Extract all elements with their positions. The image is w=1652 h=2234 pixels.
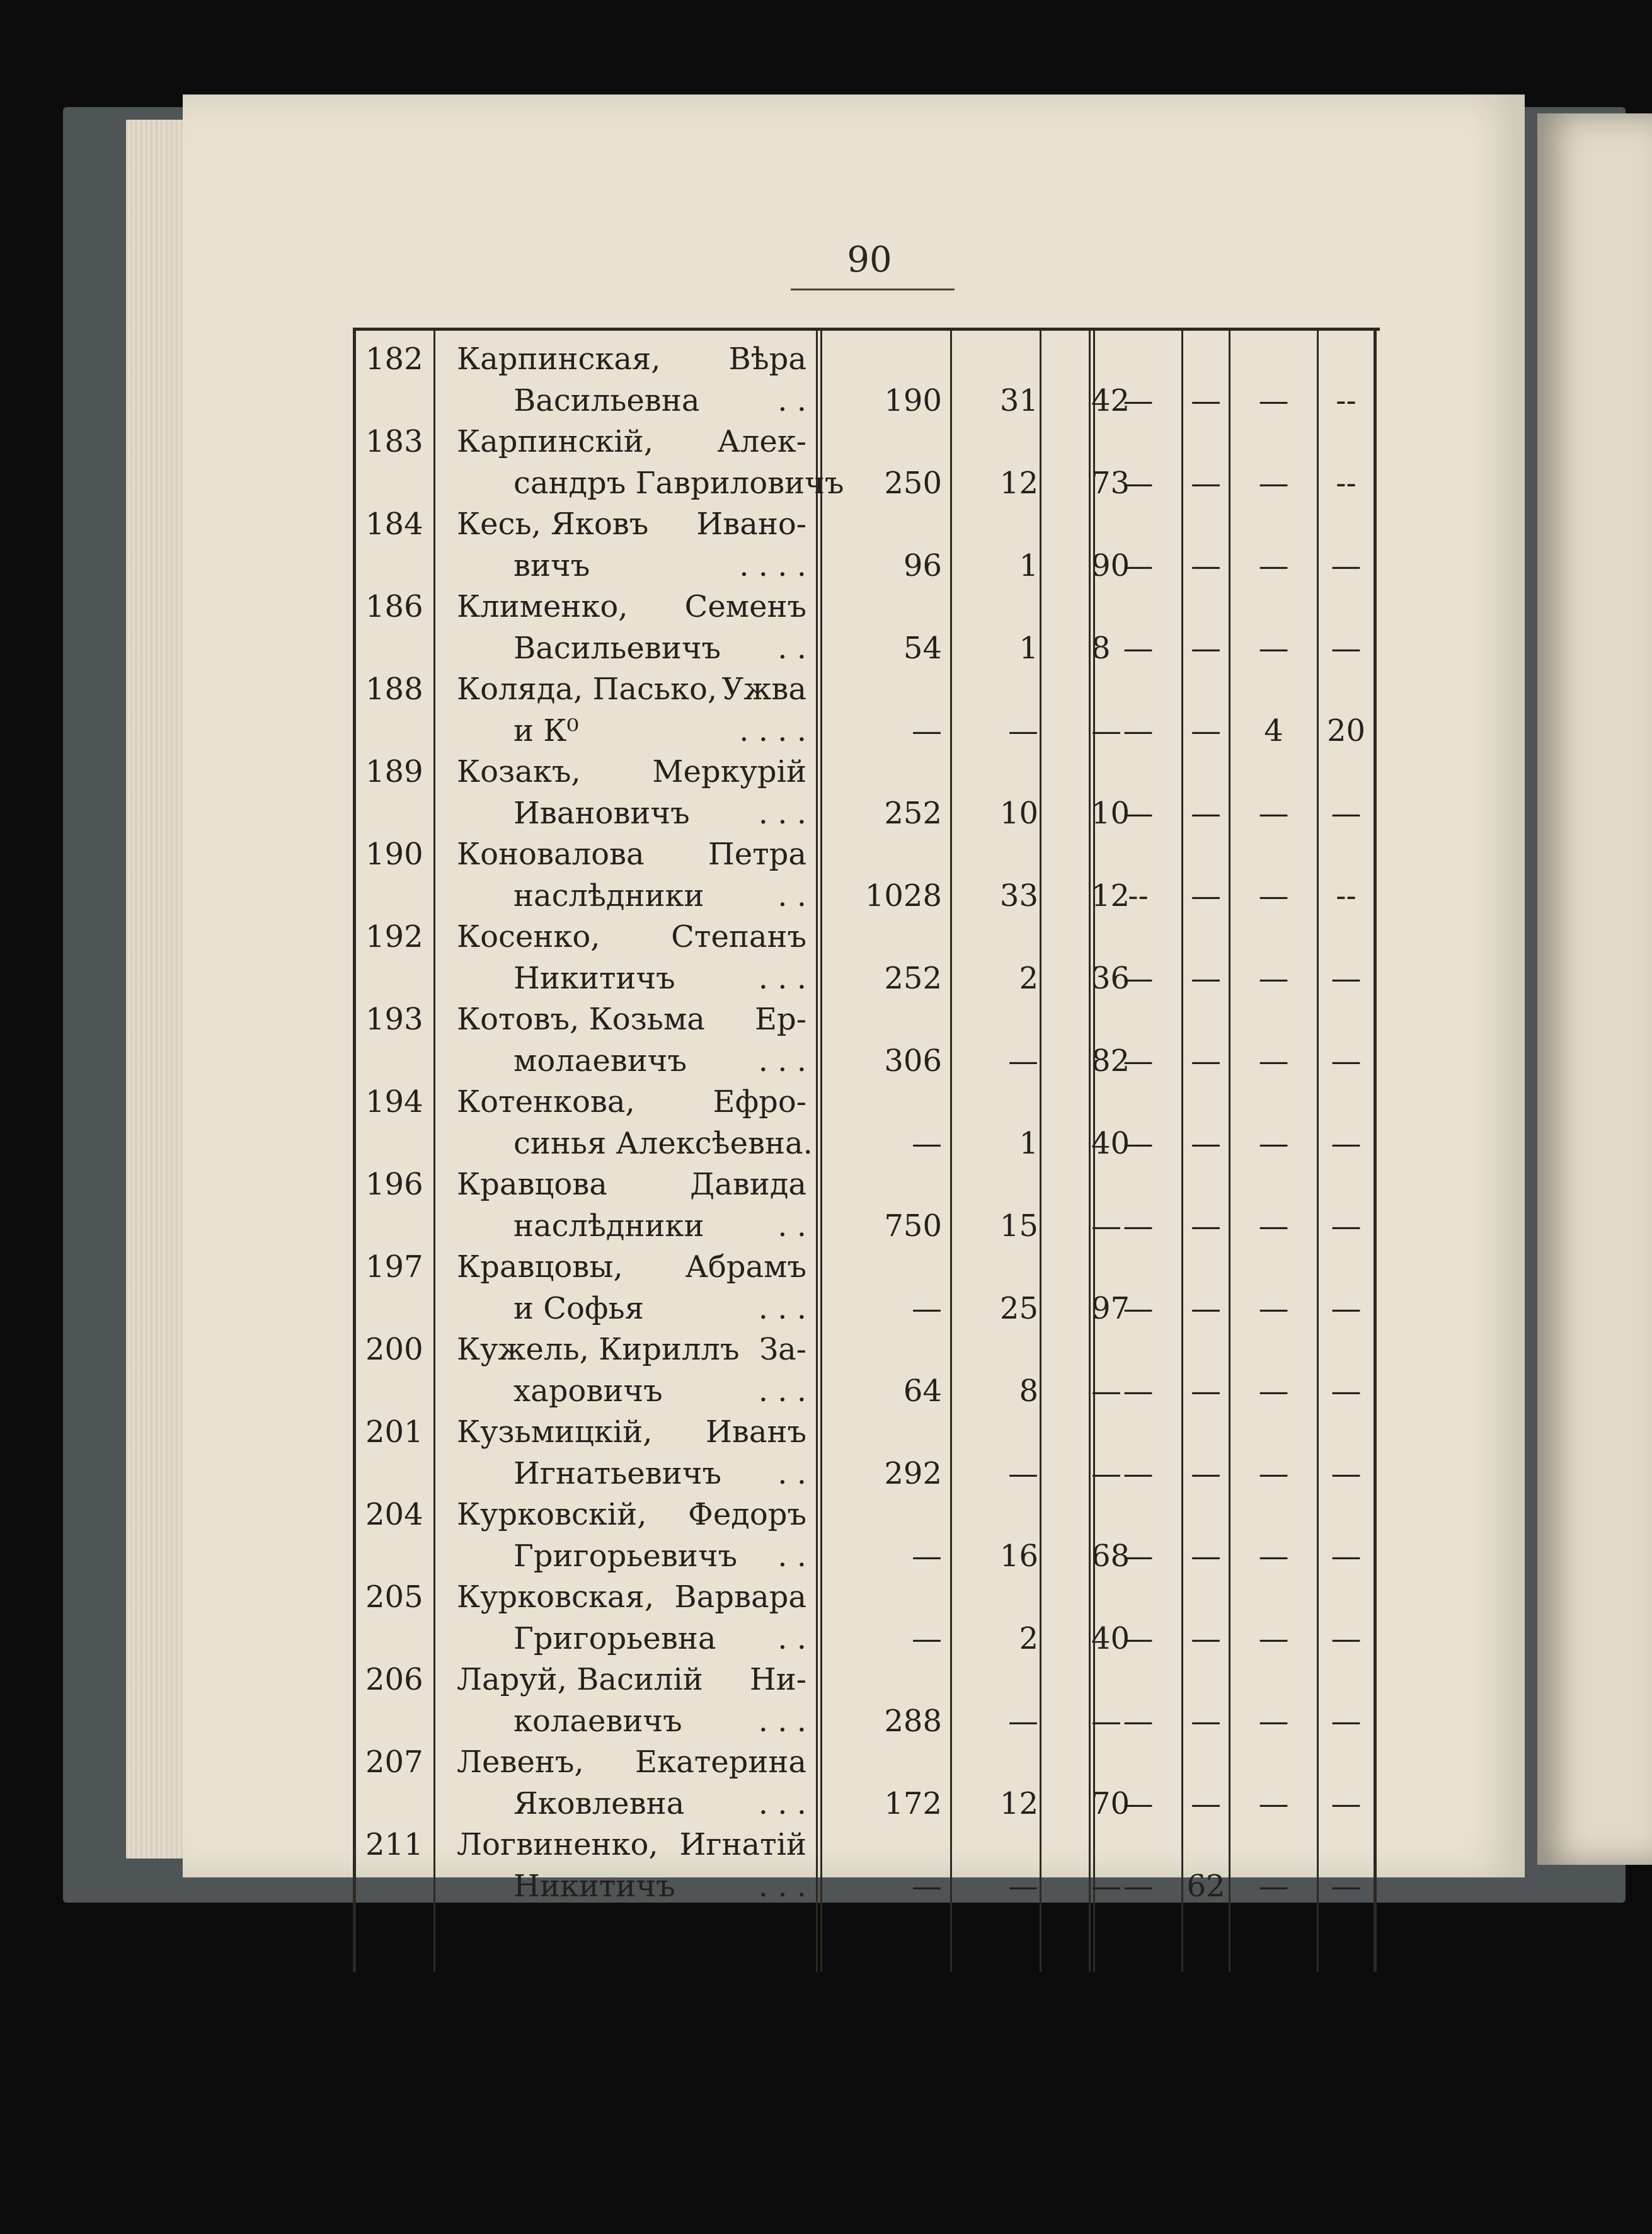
entry-number: 184 xyxy=(365,507,423,542)
value-col-2: — xyxy=(1008,713,1038,748)
value-col-6: 4 xyxy=(1264,713,1283,748)
value-col-6: — xyxy=(1258,1208,1289,1244)
name-line-1: Козакъ, xyxy=(457,754,581,789)
value-col-6: — xyxy=(1258,961,1289,996)
table-row xyxy=(353,1743,1380,1826)
page-number-rule xyxy=(791,289,955,290)
table-row xyxy=(353,1166,1380,1248)
name-line-1: Карпинскій, xyxy=(457,424,653,459)
name-line-2: наслѣдники xyxy=(513,1208,704,1244)
name-line-2: и Софья xyxy=(513,1291,644,1326)
value-col-3: 12 xyxy=(1091,878,1130,914)
value-col-1: 1028 xyxy=(864,878,942,914)
value-col-2: 2 xyxy=(1019,1621,1038,1656)
entry-number: 193 xyxy=(365,1002,423,1037)
value-col-5: — xyxy=(1191,548,1221,583)
leader-dots: . . . . xyxy=(739,548,806,583)
value-col-6: — xyxy=(1258,1704,1289,1739)
name-line-1: Кесь, Яковъ xyxy=(457,507,649,542)
name-line-1: Коновалова xyxy=(457,837,645,872)
leader-dots: . . xyxy=(777,631,806,666)
value-col-5: — xyxy=(1191,1208,1221,1244)
leader-dots: . . xyxy=(777,1208,806,1244)
name-line-1-end: Меркурій xyxy=(652,754,806,789)
value-col-1: — xyxy=(912,1538,942,1574)
value-col-5: — xyxy=(1191,466,1221,501)
value-col-4: — xyxy=(1123,1373,1154,1409)
value-col-1: 306 xyxy=(884,1043,942,1079)
value-col-7: — xyxy=(1331,548,1362,583)
value-col-4: — xyxy=(1123,1126,1154,1161)
table-top-rule xyxy=(353,328,1380,331)
value-col-5: — xyxy=(1191,1704,1221,1739)
value-col-7: — xyxy=(1331,1126,1362,1161)
name-line-2: и К⁰ xyxy=(513,713,579,748)
value-col-2: 1 xyxy=(1019,548,1038,583)
table-row xyxy=(353,1248,1380,1331)
value-col-4: — xyxy=(1123,548,1154,583)
value-col-4: — xyxy=(1123,1704,1154,1739)
value-col-2: — xyxy=(1008,1456,1038,1491)
name-line-2: Васильевна xyxy=(513,383,700,418)
value-col-1: 190 xyxy=(884,383,942,418)
value-col-7: — xyxy=(1331,1373,1362,1409)
leader-dots: . . xyxy=(777,1538,806,1574)
value-col-5: — xyxy=(1191,1538,1221,1574)
entry-number: 205 xyxy=(365,1579,423,1615)
name-line-2: Ивановичъ xyxy=(513,796,690,831)
name-line-2: Григорьевна xyxy=(513,1621,716,1656)
value-col-5: — xyxy=(1191,796,1221,831)
value-col-2: 15 xyxy=(999,1208,1038,1244)
entry-number: 204 xyxy=(365,1497,423,1532)
leader-dots: . . xyxy=(777,1621,806,1656)
entry-number: 200 xyxy=(365,1332,423,1367)
value-col-5: — xyxy=(1191,1291,1221,1326)
entry-number: 207 xyxy=(365,1744,423,1780)
name-line-1: Кужель, Кириллъ xyxy=(457,1332,740,1367)
value-col-3: 68 xyxy=(1091,1538,1130,1574)
value-col-2: 12 xyxy=(999,466,1038,501)
name-line-1-end: Давида xyxy=(690,1167,806,1202)
name-line-1-end: Варвара xyxy=(674,1579,806,1615)
table-row xyxy=(353,1000,1380,1083)
value-col-5: — xyxy=(1191,631,1221,666)
name-line-1-end: Ужва xyxy=(721,672,806,707)
table-row xyxy=(353,1496,1380,1578)
value-col-7: -- xyxy=(1336,466,1357,501)
name-line-1: Ларуй, Василій xyxy=(457,1662,703,1697)
table-row xyxy=(353,1578,1380,1661)
value-col-3: — xyxy=(1091,1208,1121,1244)
value-col-2: 31 xyxy=(999,383,1038,418)
value-col-4: — xyxy=(1123,1043,1154,1079)
value-col-5: — xyxy=(1191,1373,1221,1409)
value-col-2: 1 xyxy=(1019,631,1038,666)
value-col-7: — xyxy=(1331,1704,1362,1739)
page-number: 90 xyxy=(847,239,892,280)
table-row xyxy=(353,1331,1380,1413)
name-line-1-end: Федоръ xyxy=(688,1497,806,1532)
value-col-1: — xyxy=(912,1621,942,1656)
value-col-3: 10 xyxy=(1091,796,1130,831)
value-col-6: — xyxy=(1258,466,1289,501)
entry-number: 192 xyxy=(365,919,423,954)
entry-number: 189 xyxy=(365,754,423,789)
name-line-1-end: Петра xyxy=(708,837,806,872)
name-line-1-end: Екатерина xyxy=(635,1744,806,1780)
value-col-7: — xyxy=(1331,631,1362,666)
value-col-7: — xyxy=(1331,1208,1362,1244)
value-col-5: — xyxy=(1191,1621,1221,1656)
name-line-2: вичъ xyxy=(513,548,590,583)
value-col-7: — xyxy=(1331,1621,1362,1656)
table-row xyxy=(353,753,1380,835)
value-col-4: — xyxy=(1123,1538,1154,1574)
value-col-2: 25 xyxy=(999,1291,1038,1326)
value-col-1: — xyxy=(912,1291,942,1326)
entry-number: 182 xyxy=(365,341,423,377)
value-col-1: — xyxy=(912,1126,942,1161)
entry-number: 186 xyxy=(365,589,423,624)
value-col-7: — xyxy=(1331,1869,1362,1904)
name-line-1: Котовъ, Козьма xyxy=(457,1002,705,1037)
value-col-4: — xyxy=(1123,1208,1154,1244)
value-col-1: 288 xyxy=(884,1704,942,1739)
value-col-7: — xyxy=(1331,1538,1362,1574)
value-col-1: 252 xyxy=(884,961,942,996)
value-col-4: — xyxy=(1123,961,1154,996)
entry-number: 190 xyxy=(365,837,423,872)
value-col-3: — xyxy=(1091,1704,1121,1739)
value-col-6: — xyxy=(1258,1538,1289,1574)
table-row xyxy=(353,1083,1380,1166)
name-line-1-end: Иванъ xyxy=(705,1414,806,1450)
value-col-4: — xyxy=(1123,713,1154,748)
value-col-1: — xyxy=(912,1869,942,1904)
leader-dots: . . . xyxy=(758,1786,806,1821)
value-col-6: — xyxy=(1258,1126,1289,1161)
name-line-2: Яковлевна xyxy=(513,1786,685,1821)
leader-dots: . . . xyxy=(758,1373,806,1409)
table-row xyxy=(353,835,1380,918)
value-col-6: — xyxy=(1258,1869,1289,1904)
value-col-4: — xyxy=(1123,796,1154,831)
value-col-4: — xyxy=(1123,1291,1154,1326)
value-col-6: — xyxy=(1258,1621,1289,1656)
entry-number: 211 xyxy=(365,1827,423,1862)
value-col-4: -- xyxy=(1128,878,1149,914)
value-col-3: 82 xyxy=(1091,1043,1130,1079)
name-line-1: Левенъ, xyxy=(457,1744,584,1780)
name-line-2: Никитичъ xyxy=(513,961,675,996)
table-row xyxy=(353,505,1380,588)
value-col-2: 2 xyxy=(1019,961,1038,996)
table-row xyxy=(353,588,1380,670)
name-line-1-end: Абрамъ xyxy=(685,1249,806,1285)
value-col-2: — xyxy=(1008,1704,1038,1739)
value-col-6: — xyxy=(1258,383,1289,418)
leader-dots: . . . xyxy=(758,961,806,996)
value-col-5: — xyxy=(1191,878,1221,914)
name-line-1: Карпинская, xyxy=(457,341,661,377)
name-line-1-end: Ефро- xyxy=(713,1084,806,1120)
leader-dots: . . . . xyxy=(739,713,806,748)
table-row xyxy=(353,1661,1380,1743)
value-col-5: — xyxy=(1191,1786,1221,1821)
name-line-1-end: За- xyxy=(759,1332,806,1367)
table-row xyxy=(353,1413,1380,1496)
value-col-7: — xyxy=(1331,961,1362,996)
value-col-3: 40 xyxy=(1091,1621,1130,1656)
name-line-2: Григорьевичъ xyxy=(513,1538,738,1574)
entry-number: 194 xyxy=(365,1084,423,1120)
value-col-4: — xyxy=(1123,1869,1154,1904)
value-col-1: 250 xyxy=(884,466,942,501)
value-col-2: 33 xyxy=(999,878,1038,914)
value-col-2: 16 xyxy=(999,1538,1038,1574)
name-line-1: Логвиненко, xyxy=(457,1827,658,1862)
table-row xyxy=(353,1826,1380,1908)
name-line-1: Кузьмицкій, xyxy=(457,1414,653,1450)
value-col-3: 73 xyxy=(1091,466,1130,501)
value-col-7: — xyxy=(1331,1043,1362,1079)
entry-number: 201 xyxy=(365,1414,423,1450)
value-col-1: — xyxy=(912,713,942,748)
name-line-1: Курковская, xyxy=(457,1579,655,1615)
value-col-4: — xyxy=(1123,1456,1154,1491)
value-col-3: 42 xyxy=(1091,383,1130,418)
value-col-2: 8 xyxy=(1019,1373,1038,1409)
facing-page xyxy=(1537,113,1652,1865)
name-line-2: молаевичъ xyxy=(513,1043,687,1079)
leader-dots: . . xyxy=(777,383,806,418)
value-col-2: — xyxy=(1008,1869,1038,1904)
leader-dots: . . . xyxy=(758,1704,806,1739)
value-col-6: — xyxy=(1258,1291,1289,1326)
value-col-1: 64 xyxy=(903,1373,942,1409)
table-row xyxy=(353,340,1380,423)
name-line-1-end: Игнатій xyxy=(679,1827,806,1862)
name-line-1-end: Семенъ xyxy=(684,589,806,624)
value-col-5: — xyxy=(1191,383,1221,418)
value-col-5: — xyxy=(1191,1456,1221,1491)
entry-number: 206 xyxy=(365,1662,423,1697)
value-col-7: -- xyxy=(1336,383,1357,418)
value-col-4: — xyxy=(1123,466,1154,501)
entry-number: 197 xyxy=(365,1249,423,1285)
name-line-1-end: Алек- xyxy=(717,424,806,459)
name-line-1-end: Ни- xyxy=(749,1662,806,1697)
table-row xyxy=(353,918,1380,1000)
value-col-3: — xyxy=(1091,713,1121,748)
table-row xyxy=(353,423,1380,505)
name-line-2: наслѣдники xyxy=(513,878,704,914)
name-line-2: Игнатьевичъ xyxy=(513,1456,721,1491)
value-col-6: — xyxy=(1258,878,1289,914)
value-col-6: — xyxy=(1258,1456,1289,1491)
value-col-5: — xyxy=(1191,713,1221,748)
name-line-1-end: Вѣра xyxy=(728,341,806,377)
name-line-1: Кравцова xyxy=(457,1167,607,1202)
value-col-2: — xyxy=(1008,1043,1038,1079)
value-col-1: 252 xyxy=(884,796,942,831)
value-col-6: — xyxy=(1258,1373,1289,1409)
name-line-1: Курковскій, xyxy=(457,1497,647,1532)
entry-number: 188 xyxy=(365,672,423,707)
name-line-1: Косенко, xyxy=(457,919,600,954)
value-col-6: — xyxy=(1258,1043,1289,1079)
name-line-2: синья Алексѣевна. xyxy=(513,1126,813,1161)
value-col-3: — xyxy=(1091,1456,1121,1491)
name-line-1-end: Ер- xyxy=(755,1002,806,1037)
entry-number: 196 xyxy=(365,1167,423,1202)
value-col-6: — xyxy=(1258,796,1289,831)
name-line-2: харовичъ xyxy=(513,1373,663,1409)
value-col-7: 20 xyxy=(1326,713,1366,748)
value-col-3: 36 xyxy=(1091,961,1130,996)
name-line-1-end: Ивано- xyxy=(696,507,806,542)
value-col-7: — xyxy=(1331,796,1362,831)
name-line-2: Никитичъ xyxy=(513,1869,675,1904)
value-col-7: — xyxy=(1331,1456,1362,1491)
name-line-2: Васильевичъ xyxy=(513,631,721,666)
leader-dots: . . . xyxy=(758,1869,806,1904)
ledger-table xyxy=(353,328,1380,1972)
value-col-3: 90 xyxy=(1091,548,1130,583)
value-col-6: — xyxy=(1258,631,1289,666)
name-line-1: Клименко, xyxy=(457,589,628,624)
value-col-4: — xyxy=(1123,1621,1154,1656)
leader-dots: . . . xyxy=(758,1291,806,1326)
entry-number: 183 xyxy=(365,424,423,459)
value-col-3: — xyxy=(1091,1373,1121,1409)
value-col-5: — xyxy=(1191,1043,1221,1079)
value-col-6: — xyxy=(1258,548,1289,583)
value-col-1: 292 xyxy=(884,1456,942,1491)
value-col-1: 750 xyxy=(884,1208,942,1244)
value-col-3: 40 xyxy=(1091,1126,1130,1161)
value-col-5: — xyxy=(1191,1126,1221,1161)
value-col-3: 8 xyxy=(1091,631,1111,666)
value-col-1: 54 xyxy=(903,631,942,666)
table-row xyxy=(353,670,1380,753)
value-col-7: — xyxy=(1331,1786,1362,1821)
value-col-5: — xyxy=(1191,961,1221,996)
value-col-2: 10 xyxy=(999,796,1038,831)
value-col-1: 172 xyxy=(884,1786,942,1821)
value-col-3: — xyxy=(1091,1869,1121,1904)
value-col-4: — xyxy=(1123,1786,1154,1821)
leader-dots: . . . xyxy=(758,1043,806,1079)
name-line-2: колаевичъ xyxy=(513,1704,682,1739)
value-col-3: 70 xyxy=(1091,1786,1130,1821)
value-col-2: 12 xyxy=(999,1786,1038,1821)
name-line-1: Кравцовы, xyxy=(457,1249,623,1285)
name-line-1: Коляда, Пасько, xyxy=(457,672,718,707)
leader-dots: . . . xyxy=(758,796,806,831)
value-col-4: — xyxy=(1123,383,1154,418)
name-line-1-end: Степанъ xyxy=(671,919,806,954)
name-line-1: Котенкова, xyxy=(457,1084,635,1120)
value-col-4: — xyxy=(1123,631,1154,666)
leader-dots: . . xyxy=(777,1456,806,1491)
value-col-5: 62 xyxy=(1186,1869,1225,1904)
value-col-7: — xyxy=(1331,1291,1362,1326)
leader-dots: . . xyxy=(777,878,806,914)
value-col-1: 96 xyxy=(903,548,942,583)
name-line-2: сандръ Гавриловичъ xyxy=(513,466,844,501)
value-col-3: 97 xyxy=(1091,1291,1130,1326)
value-col-6: — xyxy=(1258,1786,1289,1821)
value-col-2: 1 xyxy=(1019,1126,1038,1161)
value-col-7: -- xyxy=(1336,878,1357,914)
